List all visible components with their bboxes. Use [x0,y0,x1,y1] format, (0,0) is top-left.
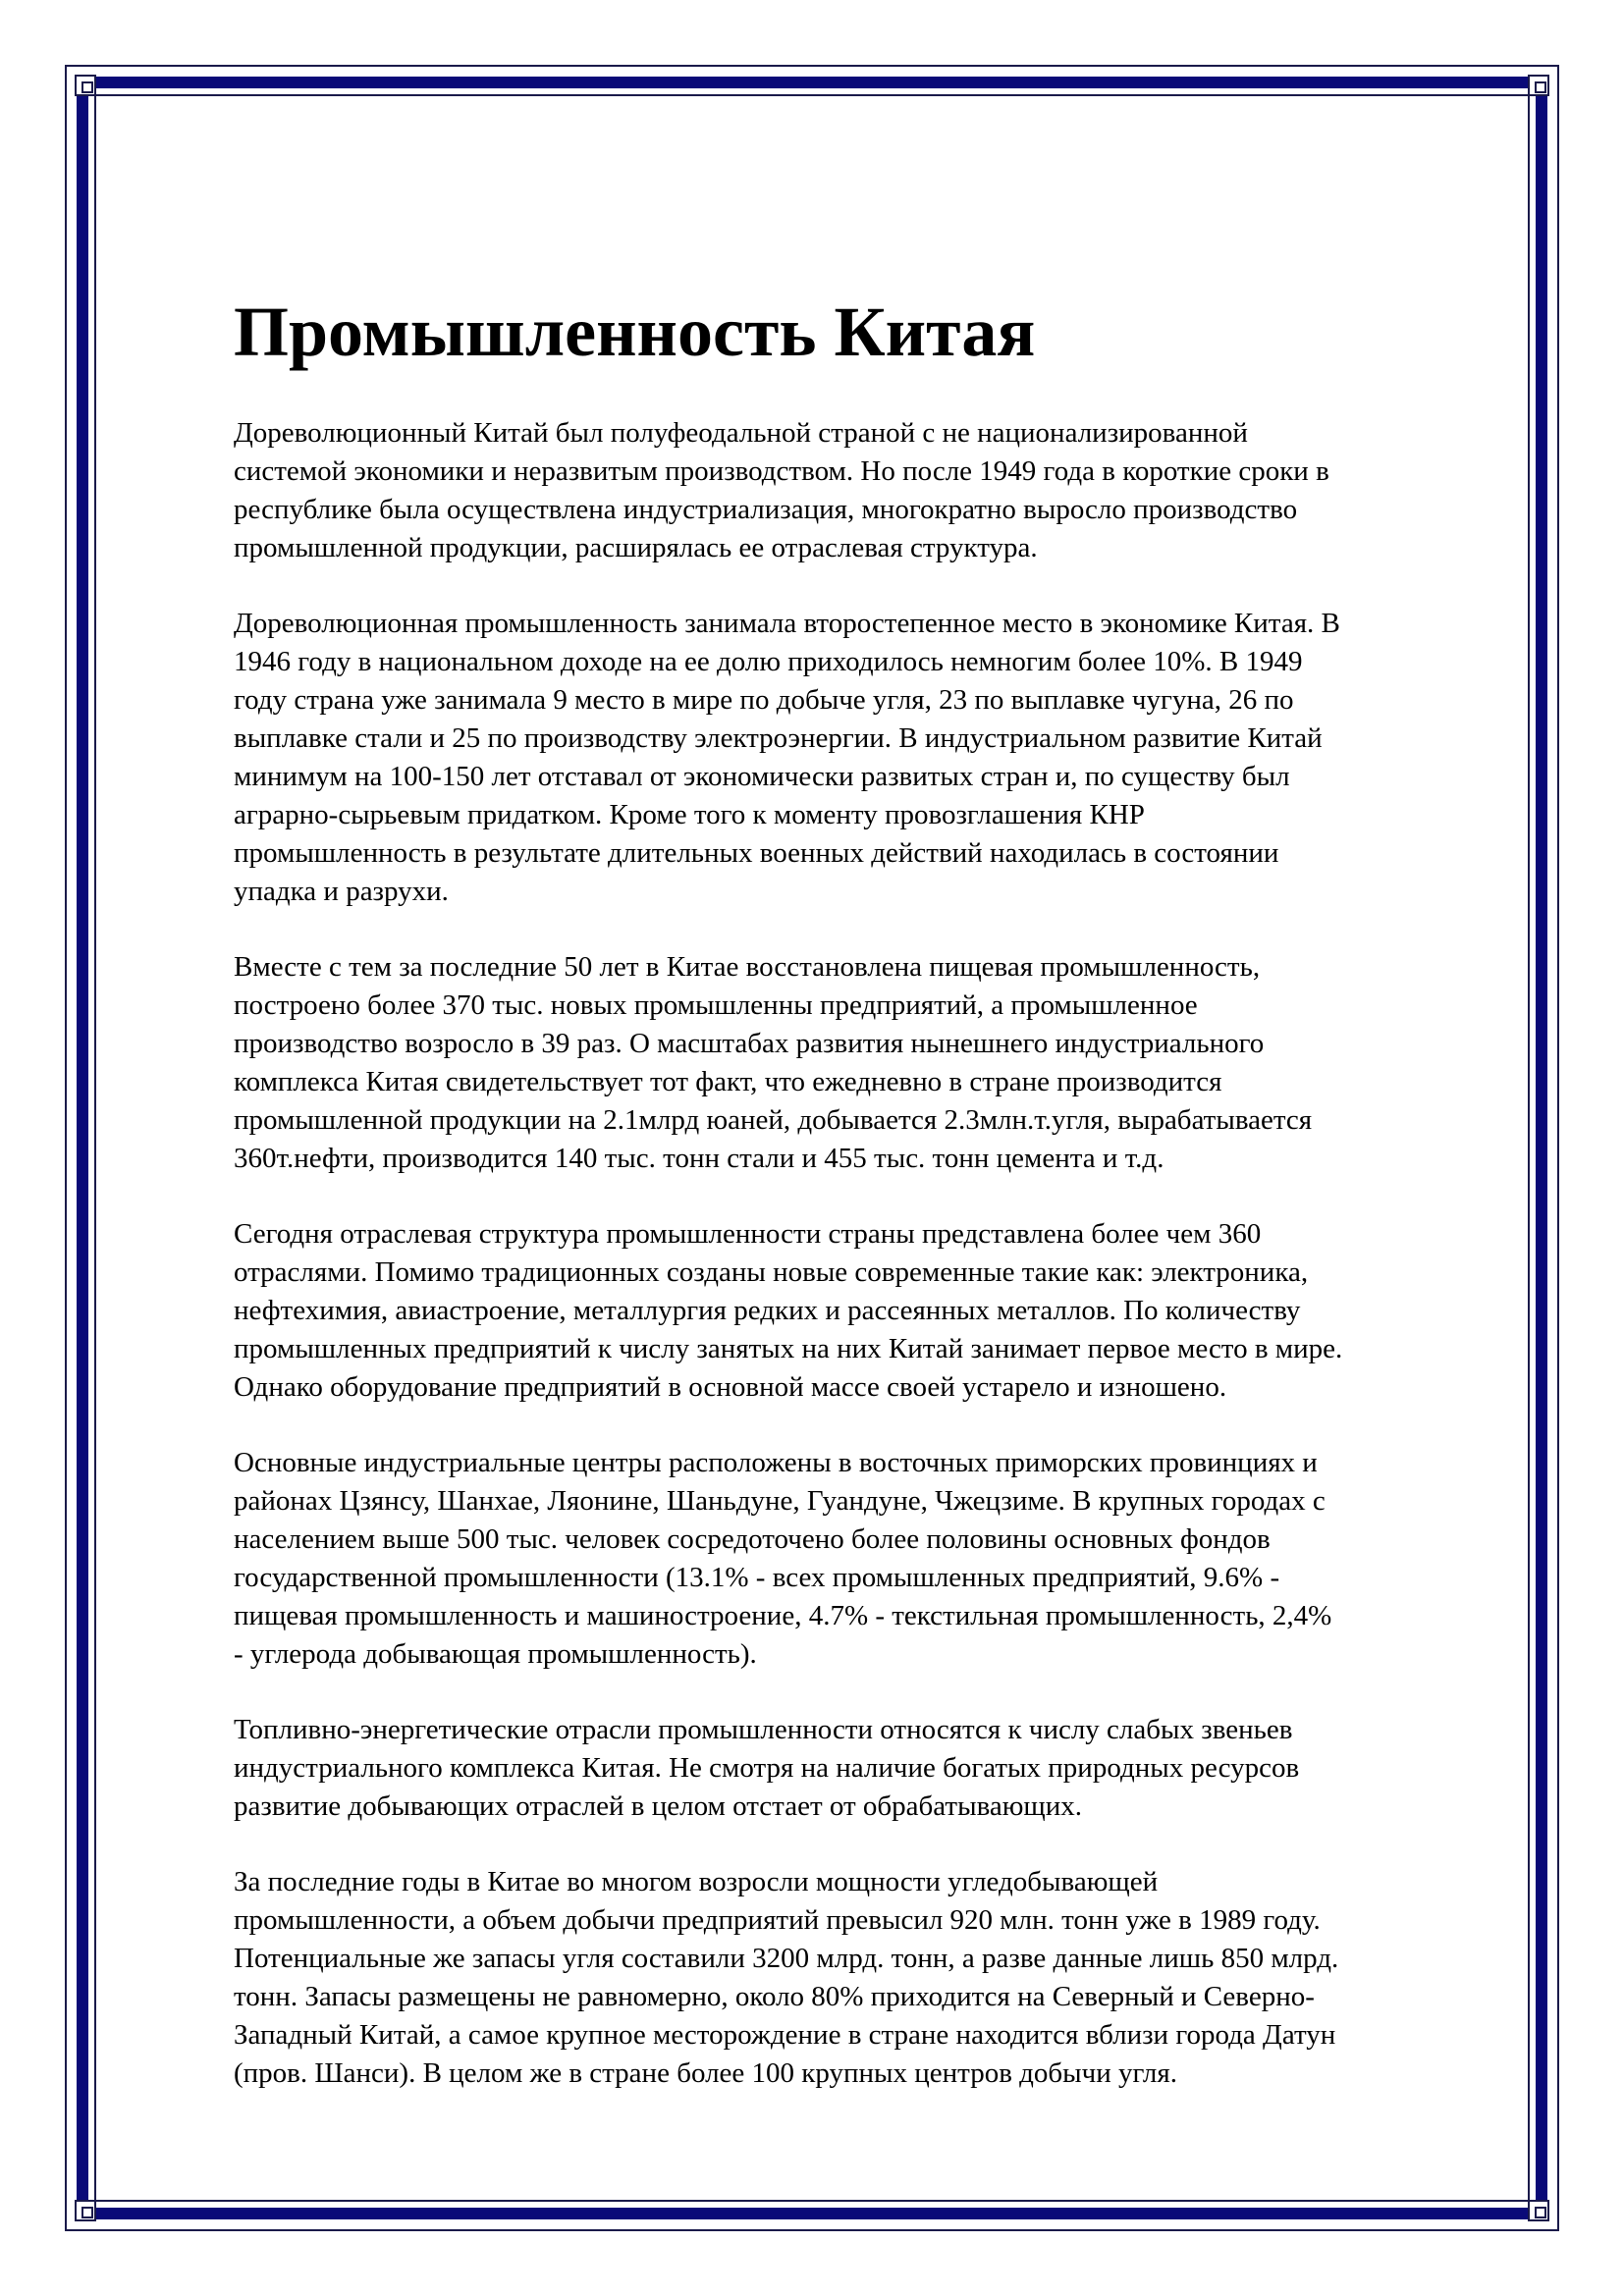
document-body [234,287,1530,2130]
paragraph-line: комплекса Китая свидетельствует тот факт, что ежедневно в стране производится [234,1066,1222,1097]
paragraph-line: индустриального комплекса Китая. Не смотря на наличие богатых природных ресурсов [234,1752,1300,1784]
paragraph-line: построено более 370 тыс. новых промышленны предприятий, а промышленное [234,989,1198,1021]
border-corner-ornament [75,2200,96,2221]
paragraph [234,1711,1530,1826]
paragraph-line: упадка и разрухи. [234,876,449,907]
paragraph [234,414,1530,567]
border-corner-ornament [1528,75,1549,96]
paragraph-line: промышленности, а объем добычи предприятий превысил 920 млн. тонн уже в 1989 году. [234,1904,1321,1936]
paragraph-line: Однако оборудование предприятий в основной массе своей устарело и изношено. [234,1371,1227,1403]
paragraph-line: промышленной продукции на 2.1млрд юаней, добывается 2.3млн.т.угля, вырабатывается [234,1104,1313,1136]
paragraph-line: - углерода добывающая промышленность). [234,1638,757,1670]
paragraph-line: выплавке стали и 25 по производству электроэнергии. В индустриальном развитие Китай [234,722,1323,754]
paragraph-line: Потенциальные же запасы угля составили 3200 млрд. тонн, а разве данные лишь 850 млрд. [234,1943,1339,1974]
paragraph-line: Дореволюционная промышленность занимала второстепенное место в экономике Китая. В [234,608,1340,639]
paragraph-line: республике была осуществлена индустриализация, многократно выросло производство [234,494,1298,525]
paragraph [234,605,1530,911]
paragraph-line: Западный Китай, а самое крупное месторождение в стране находится вблизи города Датун [234,2019,1336,2051]
paragraph-line: Сегодня отраслевая структура промышленности страны представлена более чем 360 [234,1218,1262,1250]
paragraph-line: нефтехимия, авиастроение, металлургия редких и рассеянных металлов. По количеству [234,1295,1301,1326]
paragraph-line: развитие добывающих отраслей в целом отстает от обрабатывающих. [234,1790,1083,1822]
paragraph-line: системой экономики и неразвитым производством. Но после 1949 года в короткие сроки в [234,455,1329,487]
paragraph-line: промышленной продукции, расширялась ее отраслевая структура. [234,532,1038,563]
paragraph-line: За последние годы в Китае во многом возросли мощности угледобывающей [234,1866,1159,1897]
paragraph-line: промышленность в результате длительных военных действий находилась в состоянии [234,837,1279,869]
paragraph-line: Дореволюционный Китай был полуфеодальной страной с не национализированной [234,417,1248,449]
paragraphs-container [234,414,1530,2093]
paragraph-line: (пров. Шанси). В целом же в стране более 100 крупных центров добычи угля. [234,2057,1177,2089]
paragraph-line: государственной промышленности (13.1% - всех промышленных предприятий, 9.6% - [234,1562,1280,1593]
paragraph-line: году страна уже занимала 9 место в мире по добыче угля, 23 по выплавке чугуна, 26 по [234,684,1294,716]
paragraph-line: 360т.нефти, производится 140 тыс. тонн стали и 455 тыс. тонн цемента и т.д. [234,1143,1164,1174]
paragraph-line: Топливно-энергетические отрасли промышленности относятся к числу слабых звеньев [234,1714,1293,1745]
paragraph [234,1215,1530,1407]
paragraph-line: 1946 году в национальном доходе на ее долю приходилось немногим более 10%. В 1949 [234,646,1303,677]
paragraph-line: минимум на 100-150 лет отставал от экономически развитых стран и, по существу был [234,761,1290,792]
paragraph [234,1444,1530,1674]
paragraph-line: отраслями. Помимо традиционных созданы новые современные такие как: электроника, [234,1256,1309,1288]
page-title: Промышленность Китая [234,293,1036,371]
paragraph-line: тонн. Запасы размещены не равномерно, около 80% приходится на Северный и Северно- [234,1981,1315,2012]
border-corner-ornament [75,75,96,96]
border-corner-ornament [1528,2200,1549,2221]
paragraph-line: аграрно-сырьевым придатком. Кроме того к моменту провозглашения КНР [234,799,1145,830]
paragraph-line: Вместе с тем за последние 50 лет в Китае восстановлена пищевая промышленность, [234,951,1261,983]
paragraph-line: пищевая промышленность и машиностроение, 4.7% - текстильная промышленность, 2,4% [234,1600,1332,1631]
paragraph-line: населением выше 500 тыс. человек сосредоточено более половины основных фондов [234,1523,1271,1555]
paragraph-line: промышленных предприятий к числу занятых на них Китай занимает первое место в мире. [234,1333,1343,1364]
paragraph-line: районах Цзянсу, Шанхае, Ляонине, Шаньдуне, Гуандуне, Чжецзиме. В крупных городах с [234,1485,1326,1517]
paragraph-line: производство возросло в 39 раз. О масштабах развития нынешнего индустриального [234,1028,1265,1059]
paragraph [234,948,1530,1178]
paragraph-line: Основные индустриальные центры расположены в восточных приморских провинциях и [234,1447,1318,1478]
paragraph [234,1863,1530,2093]
